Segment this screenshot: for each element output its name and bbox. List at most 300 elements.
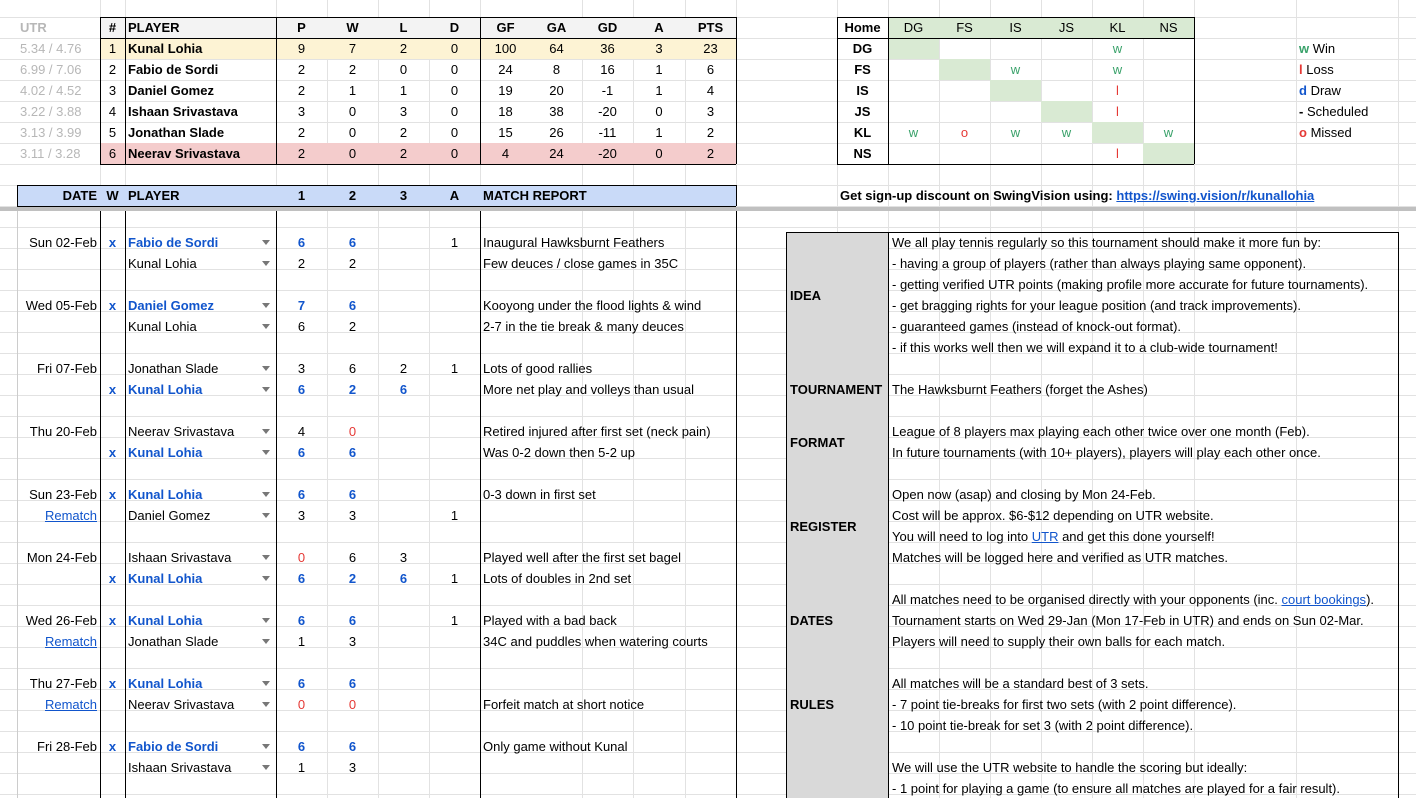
player-select[interactable]: Daniel Gomez [128, 298, 214, 313]
standings-header-player: PLAYER [128, 20, 180, 35]
standings-gd: -1 [601, 83, 614, 98]
legend-symbol: w [1299, 41, 1310, 56]
standings-d: 0 [450, 83, 459, 98]
standings-header-gf: GF [496, 20, 515, 35]
standings-d: 0 [450, 41, 459, 56]
standings-gd: 36 [600, 41, 615, 56]
matrix-cell [888, 143, 939, 164]
player-select[interactable]: Daniel Gomez [128, 508, 211, 523]
matches-header-5: 3 [399, 188, 408, 203]
standings-gf: 15 [498, 125, 513, 140]
set-score-3: 2 [399, 361, 408, 376]
standings-p: 2 [297, 62, 306, 77]
match-date: Thu 20-Feb [29, 424, 97, 439]
matrix-cell [939, 38, 990, 59]
match-date: Fri 07-Feb [37, 361, 97, 376]
set-score-1: 6 [297, 676, 306, 691]
set-score-3 [378, 736, 429, 757]
matrix-cell [1143, 143, 1194, 164]
standings-gd: 16 [600, 62, 615, 77]
set-score-3 [378, 484, 429, 505]
player-select[interactable]: Jonathan Slade [128, 634, 219, 649]
aces: 1 [450, 235, 459, 250]
info-text: - if this works well then we will expand it to a club-wide tournament! [892, 340, 1278, 355]
match-winner-mark [100, 694, 125, 715]
matrix-cell [888, 59, 939, 80]
info-line [888, 274, 1398, 295]
standings-player: Neerav Srivastava [128, 146, 241, 161]
info-label-tournament: TOURNAMENT [790, 382, 883, 397]
match-report: Was 0-2 down then 5-2 up [483, 445, 635, 460]
matrix-cell [939, 143, 990, 164]
match-report: 34C and puddles when watering courts [483, 634, 708, 649]
standings-l: 2 [399, 146, 408, 161]
info-line [888, 232, 1398, 253]
legend-symbol: o [1299, 125, 1307, 140]
chevron-down-icon[interactable] [262, 324, 270, 329]
match-report: Only game without Kunal [483, 739, 628, 754]
grid-line-horizontal [0, 479, 1416, 480]
set-score-2: 6 [348, 550, 357, 565]
standings-header-utr: UTR [20, 20, 47, 35]
standings-gd: -11 [598, 125, 617, 140]
table-border [276, 17, 277, 164]
matrix-cell: w [1010, 62, 1021, 77]
standings-pts: 4 [706, 83, 715, 98]
promo-text: Get sign-up discount on SwingVision using: [840, 188, 1117, 203]
matrix-cell [1143, 80, 1194, 101]
standings-a: 0 [655, 146, 663, 161]
match-winner-mark [100, 757, 125, 778]
matches-header-7: MATCH REPORT [483, 188, 587, 203]
info-line [888, 778, 1398, 798]
matches-header-6: A [449, 188, 460, 203]
standings-p: 2 [297, 125, 306, 140]
chevron-down-icon[interactable] [262, 681, 270, 686]
matrix-cell [939, 59, 990, 80]
matrix-col-FS: FS [956, 20, 973, 35]
matrix-col-NS: NS [1159, 20, 1178, 35]
table-border [125, 17, 126, 164]
info-line [888, 547, 1398, 568]
match-winner-mark: x [108, 613, 117, 628]
chevron-down-icon[interactable] [262, 387, 270, 392]
set-score-1: 4 [297, 424, 306, 439]
match-winner-mark [100, 505, 125, 526]
info-text: - getting verified UTR points (making profile more accurate for future tournaments). [892, 277, 1369, 292]
player-select[interactable]: Kunal Lohia [128, 382, 203, 397]
match-report [480, 757, 736, 778]
standings-p: 2 [297, 146, 306, 161]
set-score-1: 3 [297, 361, 306, 376]
standings-ga: 20 [549, 83, 564, 98]
chevron-down-icon[interactable] [262, 618, 270, 623]
set-score-1: 0 [297, 550, 306, 565]
standings-pts: 2 [706, 146, 715, 161]
match-report: More net play and volleys than usual [483, 382, 695, 397]
player-select[interactable]: Fabio de Sordi [128, 739, 219, 754]
standings-player: Kunal Lohia [128, 41, 203, 56]
player-select[interactable]: Kunal Lohia [128, 319, 197, 334]
player-select[interactable]: Neerav Srivastava [128, 424, 235, 439]
matrix-col-IS: IS [1009, 20, 1022, 35]
set-score-2: 6 [348, 445, 357, 460]
info-text: Open now (asap) and closing by Mon 24-Feb. [892, 487, 1156, 502]
player-select[interactable]: Kunal Lohia [128, 487, 203, 502]
match-report: 0-3 down in first set [483, 487, 596, 502]
matrix-cell: l [1116, 104, 1119, 119]
match-winner-mark: x [108, 298, 117, 313]
aces [429, 253, 480, 274]
standings-header-rank: # [108, 20, 117, 35]
player-select[interactable]: Fabio de Sordi [128, 235, 219, 250]
chevron-down-icon[interactable] [262, 555, 270, 560]
info-line [888, 631, 1398, 652]
info-line [888, 484, 1398, 505]
info-line [888, 253, 1398, 274]
aces [429, 379, 480, 400]
set-score-1: 6 [297, 445, 306, 460]
table-border [100, 17, 101, 164]
info-link[interactable]: court bookings [1281, 592, 1367, 607]
aces [429, 694, 480, 715]
matrix-cell: w [1010, 125, 1021, 140]
set-score-1: 6 [297, 739, 306, 754]
set-score-1: 6 [297, 613, 306, 628]
info-line [888, 421, 1398, 442]
set-score-2: 3 [348, 760, 357, 775]
rematch-link[interactable]: Rematch [44, 697, 97, 712]
set-score-1: 6 [297, 571, 306, 586]
player-select[interactable]: Kunal Lohia [128, 256, 197, 271]
chevron-down-icon[interactable] [262, 639, 270, 644]
promo-line [837, 185, 1397, 206]
rematch-link[interactable]: Rematch [44, 508, 97, 523]
info-text: In future tournaments (with 10+ players), players will play each other once. [892, 445, 1321, 460]
player-select[interactable]: Kunal Lohia [128, 613, 203, 628]
matrix-cell: w [908, 125, 919, 140]
set-score-1: 1 [297, 760, 306, 775]
legend-symbol: d [1299, 83, 1307, 98]
standings-player: Daniel Gomez [128, 83, 214, 98]
standings-rank: 2 [108, 62, 117, 77]
match-winner-mark: x [108, 571, 117, 586]
matrix-corner: Home [844, 20, 881, 35]
info-line [888, 694, 1398, 715]
standings-gf: 100 [494, 41, 517, 56]
matrix-cell [1041, 38, 1092, 59]
standings-gd: -20 [598, 104, 617, 119]
match-winner-mark [100, 316, 125, 337]
matrix-cell [1041, 59, 1092, 80]
info-text: Matches will be logged here and verified as UTR matches. [892, 550, 1228, 565]
standings-rank: 5 [108, 125, 117, 140]
set-score-2: 3 [348, 508, 357, 523]
table-border [736, 17, 737, 164]
match-report: Played well after the first set bagel [483, 550, 681, 565]
standings-rank: 1 [108, 41, 117, 56]
match-winner-mark: x [108, 235, 117, 250]
matrix-cell [1092, 122, 1143, 143]
matrix-row-JS: JS [854, 104, 871, 119]
info-link[interactable]: UTR [1031, 529, 1059, 544]
standings-header-w: W [346, 20, 359, 35]
matrix-cell [990, 101, 1041, 122]
standings-player: Ishaan Srivastava [128, 104, 238, 119]
set-score-1: 6 [297, 487, 306, 502]
info-text: - having a group of players (rather than always playing same opponent). [892, 256, 1307, 271]
set-score-3: 3 [399, 550, 408, 565]
match-report: Lots of good rallies [483, 361, 593, 376]
set-score-3 [378, 421, 429, 442]
legend-item [1296, 59, 1406, 80]
info-line [888, 442, 1398, 463]
standings-gd: -20 [598, 146, 617, 161]
set-score-1: 3 [297, 508, 306, 523]
chevron-down-icon[interactable] [262, 240, 270, 245]
match-date: Sun 02-Feb [29, 235, 97, 250]
standings-utr: 3.11 / 3.28 [20, 146, 81, 161]
table-border [100, 164, 736, 165]
set-score-3: 6 [399, 382, 408, 397]
set-score-1: 0 [297, 697, 306, 712]
info-line [888, 337, 1398, 358]
matrix-border [1194, 17, 1195, 164]
set-score-3 [378, 610, 429, 631]
aces [429, 547, 480, 568]
aces: 1 [450, 613, 459, 628]
matches-border [736, 211, 737, 798]
matches-header-border [17, 185, 736, 186]
matrix-cell [1041, 101, 1092, 122]
table-border [100, 17, 736, 18]
player-select[interactable]: Neerav Srivastava [128, 697, 235, 712]
legend-item [1296, 122, 1406, 143]
player-select[interactable]: Ishaan Srivastava [128, 550, 232, 565]
legend-label: Missed [1310, 125, 1352, 140]
legend-symbol: l [1299, 62, 1303, 77]
info-label-bg [786, 484, 888, 589]
player-select[interactable]: Kunal Lohia [128, 445, 203, 460]
matrix-cell: w [1061, 125, 1072, 140]
matrix-col-DG: DG [903, 20, 924, 35]
chevron-down-icon[interactable] [262, 702, 270, 707]
match-report: 2-7 in the tie break & many deuces [483, 319, 684, 334]
matrix-cell [939, 101, 990, 122]
set-score-2: 6 [348, 739, 357, 754]
standings-w: 0 [348, 125, 357, 140]
table-border [100, 38, 736, 39]
standings-header-d: D [449, 20, 460, 35]
chevron-down-icon[interactable] [262, 261, 270, 266]
player-select[interactable]: Ishaan Srivastava [128, 760, 232, 775]
rematch-link[interactable]: Rematch [44, 634, 97, 649]
match-date: Sun 23-Feb [29, 487, 97, 502]
match-date: Wed 26-Feb [25, 613, 97, 628]
info-label-bg [786, 421, 888, 484]
info-label-register: REGISTER [790, 518, 857, 534]
chevron-down-icon[interactable] [262, 303, 270, 308]
table-border [480, 17, 481, 164]
chevron-down-icon[interactable] [262, 576, 270, 581]
standings-ga: 26 [549, 125, 564, 140]
match-date: Mon 24-Feb [26, 550, 97, 565]
standings-d: 0 [450, 62, 459, 77]
matrix-border [837, 17, 838, 164]
standings-ga: 64 [549, 41, 564, 56]
matrix-border [888, 17, 889, 164]
match-report: Lots of doubles in 2nd set [483, 571, 632, 586]
info-border [786, 232, 787, 798]
matrix-cell [1143, 38, 1194, 59]
set-score-1: 1 [297, 634, 306, 649]
standings-l: 1 [399, 83, 408, 98]
match-report: Played with a bad back [483, 613, 617, 628]
matrix-row-KL: KL [853, 125, 872, 140]
matrix-cell: o [960, 125, 969, 140]
standings-header-l: L [399, 20, 408, 35]
match-report [480, 505, 736, 526]
legend-item [1296, 80, 1406, 101]
info-label-bg [786, 673, 888, 757]
grid-line-horizontal [0, 227, 1416, 228]
matrix-row-IS: IS [856, 83, 869, 98]
match-report: Few deuces / close games in 35C [483, 256, 679, 271]
set-score-2: 2 [348, 382, 357, 397]
set-score-3 [378, 505, 429, 526]
set-score-3: 6 [399, 571, 408, 586]
info-line [888, 505, 1398, 526]
chevron-down-icon[interactable] [262, 366, 270, 371]
match-winner-mark: x [108, 382, 117, 397]
standings-header-p: P [297, 20, 306, 35]
info-text: All matches need to be organised directly with your opponents (inc. [892, 592, 1282, 607]
grid-line-horizontal [0, 416, 1416, 417]
info-text: Tournament starts on Wed 29-Jan (Mon 17-Feb in UTR) and ends on Sun 02-Mar. [892, 613, 1364, 628]
match-report: Kooyong under the flood lights & wind [483, 298, 702, 313]
swingvision-link[interactable]: https://swing.vision/r/kunallohia [1116, 188, 1315, 203]
set-score-1: 7 [297, 298, 306, 313]
info-text: League of 8 players max playing each other twice over one month (Feb). [892, 424, 1310, 439]
set-score-3 [378, 694, 429, 715]
info-line [888, 610, 1398, 631]
match-date: Fri 28-Feb [37, 739, 97, 754]
matrix-border [837, 17, 1194, 18]
info-text: We all play tennis regularly so this tournament should make it more fun by: [892, 235, 1321, 250]
standings-ga: 24 [549, 146, 564, 161]
matrix-cell: l [1116, 83, 1119, 98]
info-line [888, 715, 1398, 736]
standings-w: 1 [348, 83, 357, 98]
matrix-cell [990, 80, 1041, 101]
info-text: Players will need to supply their own balls for each match. [892, 634, 1226, 649]
standings-pts: 23 [703, 41, 718, 56]
chevron-down-icon[interactable] [262, 744, 270, 749]
matrix-row-FS: FS [854, 62, 871, 77]
info-label-idea: IDEA [790, 287, 822, 303]
player-select[interactable]: Jonathan Slade [128, 361, 219, 376]
set-score-3 [378, 442, 429, 463]
match-report: Forfeit match at short notice [483, 697, 645, 712]
standings-l: 3 [399, 104, 408, 119]
info-border [1398, 232, 1399, 798]
legend-label: Loss [1306, 62, 1334, 77]
info-label-rules: RULES [790, 697, 835, 712]
info-border [888, 232, 889, 798]
matrix-col-KL: KL [1109, 20, 1126, 35]
player-select[interactable]: Kunal Lohia [128, 676, 203, 691]
legend-label: Draw [1310, 83, 1341, 98]
aces [429, 316, 480, 337]
matrix-border [837, 38, 1194, 39]
standings-header-pts: PTS [697, 20, 724, 35]
info-text: We will use the UTR website to handle the scoring but ideally: [892, 760, 1248, 775]
info-label-bg [786, 757, 888, 798]
matrix-cell [888, 101, 939, 122]
set-score-2: 0 [348, 697, 357, 712]
standings-utr: 5.34 / 4.76 [20, 41, 82, 56]
aces [429, 631, 480, 652]
matches-header-4: 2 [348, 188, 357, 203]
matrix-cell [1041, 143, 1092, 164]
legend-item [1296, 38, 1406, 59]
matrix-cell [1143, 101, 1194, 122]
info-label-format: FORMAT [790, 434, 845, 450]
info-text-after: and get this done yourself! [1058, 529, 1215, 544]
match-report [480, 673, 736, 694]
set-score-1: 2 [297, 256, 306, 271]
aces [429, 757, 480, 778]
standings-pts: 2 [706, 125, 715, 140]
aces [429, 442, 480, 463]
set-score-1: 6 [297, 382, 306, 397]
legend-label: Win [1312, 41, 1336, 56]
match-winner-mark: x [108, 487, 117, 502]
standings-ga: 38 [549, 104, 564, 119]
player-select[interactable]: Kunal Lohia [128, 571, 203, 586]
set-score-2: 3 [348, 634, 357, 649]
legend-symbol: - [1299, 104, 1304, 119]
set-score-3 [378, 295, 429, 316]
chevron-down-icon[interactable] [262, 429, 270, 434]
matches-header-border [17, 185, 18, 206]
set-score-3 [378, 757, 429, 778]
info-label-bg [786, 232, 888, 379]
match-winner-mark: x [108, 445, 117, 460]
chevron-down-icon[interactable] [262, 513, 270, 518]
standings-d: 0 [450, 125, 459, 140]
chevron-down-icon[interactable] [262, 492, 270, 497]
chevron-down-icon[interactable] [262, 765, 270, 770]
aces: 1 [450, 508, 459, 523]
info-text: You will need to log into [892, 529, 1032, 544]
matrix-border [837, 164, 1194, 165]
set-score-2: 6 [348, 361, 357, 376]
info-text: All matches will be a standard best of 3 sets. [892, 676, 1149, 691]
standings-ga: 8 [552, 62, 561, 77]
match-date: Thu 27-Feb [29, 676, 97, 691]
standings-pts: 6 [706, 62, 715, 77]
set-score-2: 6 [348, 298, 357, 313]
set-score-3 [378, 631, 429, 652]
standings-player: Fabio de Sordi [128, 62, 219, 77]
set-score-2: 2 [348, 319, 357, 334]
info-text: The Hawksburnt Feathers (forget the Ashes) [892, 382, 1148, 397]
aces [429, 736, 480, 757]
match-date: Wed 05-Feb [25, 298, 97, 313]
chevron-down-icon[interactable] [262, 450, 270, 455]
matrix-cell: w [1112, 41, 1123, 56]
